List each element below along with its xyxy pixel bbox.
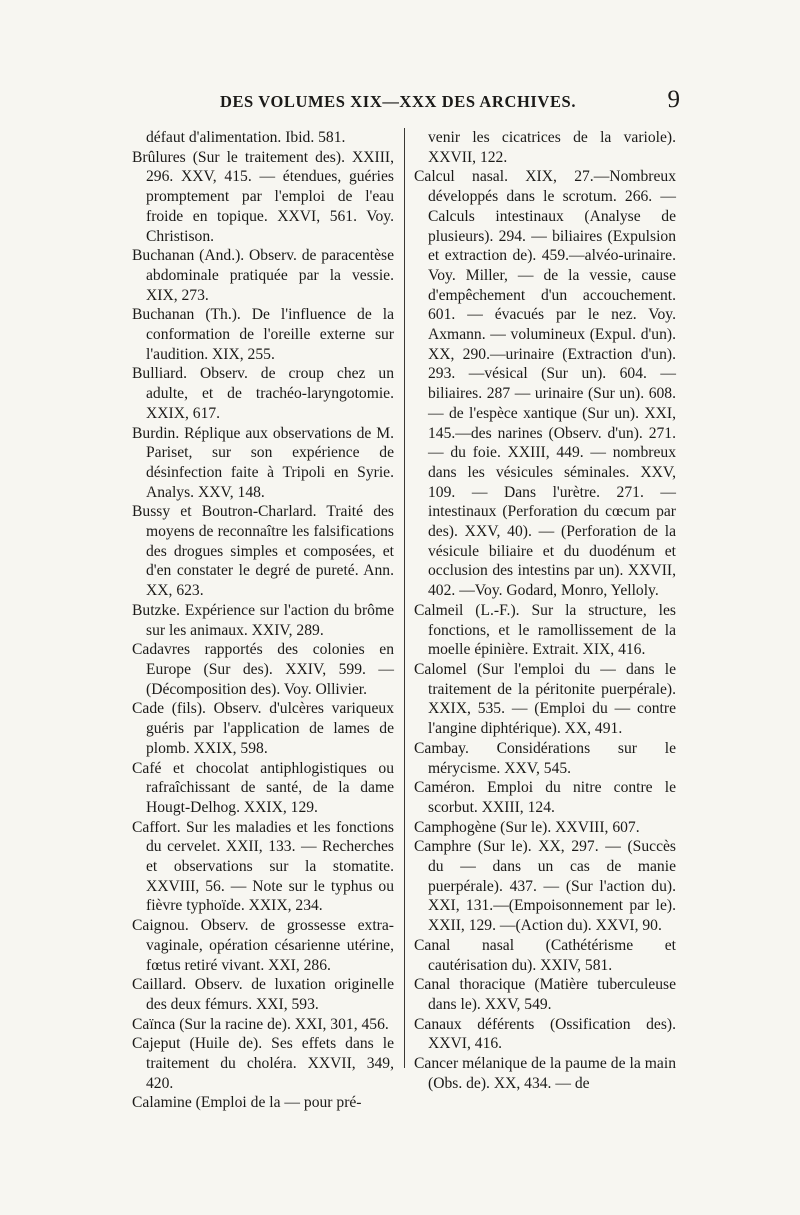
index-entry: Cambay. Considérations sur le mérycisme. XXV, 545.	[414, 739, 676, 777]
index-entry: Camphogène (Sur le). XXVIII, 607.	[414, 818, 640, 836]
index-entry: Cancer mélanique de la paume de la main (Obs. de). XX, 434. — de	[414, 1055, 676, 1092]
index-entry: Canal nasal (Cathétérisme et cautérisation du). XXIV, 581.	[414, 936, 676, 974]
index-entry: Butzke. Expérience sur l'action du brôme sur les animaux. XXIV, 289.	[132, 601, 394, 639]
index-column-right	[414, 128, 676, 1092]
index-entry: Calomel (Sur l'emploi du — dans le traitement de la péritonite puerpérale). XXIX, 535. — (Emploi du — contre l'angine diphtérique). XX, 491.	[414, 660, 676, 738]
index-entry: Calmeil (L.-F.). Sur la structure, les fonctions, et le ramollissement de la moelle épinière. Extrait. XIX, 416.	[414, 601, 676, 659]
index-entry: Brûlures (Sur le traitement des). XXIII, 296. XXV, 415. — étendues, guéries promptement par l'emploi de l'eau froide en topique. XXVI, 561. Voy. Christison.	[132, 148, 394, 245]
page-number: 9	[667, 86, 680, 113]
running-head	[118, 86, 680, 120]
index-entry: Café et chocolat antiphlogistiques ou rafraîchissant de santé, de la dame Hougt-Delhog. XXIX, 129.	[132, 759, 394, 816]
index-entry: Bulliard. Observ. de croup chez un adulte, et de trachéo-laryngotomie. XXIX, 617.	[132, 365, 394, 422]
index-entry: Buchanan (Th.). De l'influence de la conformation de l'oreille externe sur l'audition. XIX, 255.	[132, 306, 394, 363]
index-entry: Cajeput (Huile de). Ses effets dans le traitement du choléra. XXVII, 349, 420.	[132, 1035, 394, 1092]
index-entry: Cade (fils). Observ. d'ulcères variqueux guéris par l'application de lames de plomb. XXIX, 598.	[132, 700, 394, 757]
index-entry: Canal thoracique (Matière tuberculeuse dans le). XXV, 549.	[414, 976, 676, 1013]
index-entry: Camphre (Sur le). XX, 297. — (Succès du — dans un cas de manie puerpérale). 437. — (Sur l'action du). XXI, 131.—(Empoisonnement par le). XXII, 129. —(Action du). XXVI, 90.	[414, 838, 676, 935]
index-entry: Buchanan (And.). Observ. de paracentèse abdominale pratiquée par la vessie. XIX, 273.	[132, 247, 394, 304]
index-entry: Caillard. Observ. de luxation originelle des deux fémurs. XXI, 593.	[132, 976, 394, 1013]
index-entry: Cadavres rapportés des colonies en Europe (Sur des). XXIV, 599. — (Décomposition des). Voy. Ollivier.	[132, 641, 394, 698]
index-entry: Burdin. Réplique aux observations de M. Pariset, sur son expérience de désinfection faite à Tripoli en Syrie. Analys. XXV, 148.	[132, 424, 394, 501]
index-entry: Canaux déférents (Ossification des). XXVI, 416.	[414, 1015, 676, 1053]
index-entry: Calamine (Emploi de la — pour pré-	[132, 1094, 362, 1112]
index-entry-continuation: défaut d'alimentation. Ibid. 581.	[146, 129, 346, 146]
index-entry: Bussy et Boutron-Charlard. Traité des moyens de reconnaître les falsifications des drogues simples et composées, et d'en constater le degré de pureté. Ann. XX, 623.	[132, 503, 394, 600]
column-divider	[404, 128, 405, 1068]
index-entry: Calcul nasal. XIX, 27.—Nombreux développés dans le scrotum. 266. — Calculs intestinaux (Analyse de plusieurs). 294. — biliaires (Expulsion et extraction de). 459.—alvéo-urinaire. Voy. Miller, — de la vessie, cause d'empêchement d'un accouchement. 601. — évacués par le nez. Voy. Axmann. — volumineux (Expul. d'un). XX, 290.—urinaire (Extraction d'un). 293. —vésical (Sur un). 604. — biliaires. 287 — urinaire (Sur un). 608. — de l'espèce xantique (Sur un). XXI, 145.—des narines (Observ. d'un). 271. — du foie. XXIII, 449. — nombreux dans les vésicules séminales. XXV, 109. — Dans l'urètre. 271. — intestinaux (Perforation du cœcum par des). XXV, 40). — (Perforation de la vésicule biliaire et du duodénum et occlusion des intestins par un). XXVII, 402. —Voy. Godard, Monro, Yelloly.	[414, 168, 676, 600]
running-head-title: DES VOLUMES XIX—XXX DES ARCHIVES.	[219, 92, 577, 111]
index-entry: Caignou. Observ. de grossesse extra-vaginale, opération césarienne utérine, fœtus retiré vivant. XXI, 286.	[132, 917, 394, 974]
index-entry: Caffort. Sur les maladies et les fonctions du cervelet. XXII, 133. — Recherches et observations sur la stomatite. XXVIII, 56. — Note sur le typhus ou fièvre typhoïde. XXIX, 234.	[132, 818, 394, 915]
index-entry: Caméron. Emploi du nitre contre le scorbut. XXIII, 124.	[414, 779, 676, 816]
index-column-left	[132, 128, 394, 1112]
index-entry: Caïnca (Sur la racine de). XXI, 301, 456.	[132, 1015, 389, 1033]
index-entry-continuation: venir les cicatrices de la variole). XXVII, 122.	[428, 129, 676, 166]
